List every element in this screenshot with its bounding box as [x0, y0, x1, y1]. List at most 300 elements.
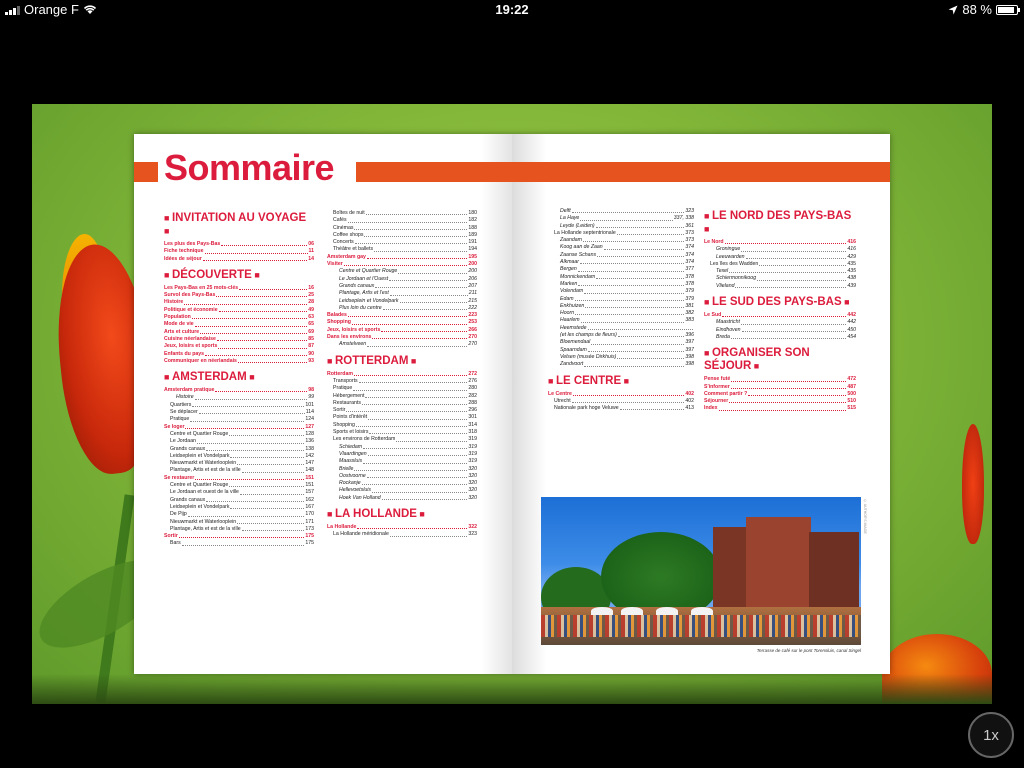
toc-entry-page: 142 — [305, 452, 314, 459]
toc-entry-label: Shopping — [327, 319, 351, 326]
toc-entry-label: Delft — [560, 208, 571, 214]
toc-leader-dots — [221, 241, 307, 246]
toc-entry-page: 147 — [305, 460, 314, 467]
toc-leader-dots — [572, 398, 685, 403]
toc-entry-label: Les environs de Rotterdam — [333, 436, 396, 443]
toc-entry-page: 320 — [468, 472, 477, 479]
toc-leader-dots — [396, 436, 467, 441]
toc-entry-page: 162 — [305, 496, 314, 503]
toc-entry-page: 318 — [468, 429, 477, 436]
toc-entry[interactable] — [327, 217, 477, 224]
toc-entry-label: Zandvoort — [560, 361, 584, 368]
toc-entry-page: 377 — [685, 266, 694, 273]
toc-leader-dots — [375, 283, 467, 288]
toc-entry[interactable] — [327, 524, 477, 531]
toc-leader-dots — [179, 533, 305, 538]
toc-entry[interactable] — [164, 394, 314, 401]
toc-section-heading: ■ LA HOLLANDE ■ — [327, 508, 477, 521]
toc-entry[interactable] — [327, 422, 477, 429]
toc-leader-dots — [578, 281, 684, 286]
toc-leader-dots — [216, 292, 307, 297]
toc-column-3 — [548, 208, 694, 418]
toc-entry-label: Schiedam — [339, 443, 363, 450]
toc-entry[interactable] — [548, 259, 694, 266]
toc-entry-label: Alkmaar — [560, 259, 580, 266]
toc-entry-page: 378 — [685, 280, 694, 287]
toc-entry-page: 99 — [308, 394, 314, 401]
toc-entry-page: 320 — [468, 465, 477, 472]
toc-leader-dots — [719, 405, 847, 410]
toc-entry[interactable] — [164, 489, 314, 496]
toc-entry[interactable] — [327, 334, 477, 341]
toc-entry-page: 98 — [308, 387, 314, 394]
toc-entry-label: Se loger — [164, 423, 185, 430]
toc-entry-label: Cafés — [333, 217, 347, 224]
toc-entry-label: Plantage, Artis et l'est — [339, 290, 389, 297]
toc-entry[interactable] — [548, 281, 694, 288]
toc-column-2 — [327, 210, 477, 545]
toc-section-heading: ■ INVITATION AU VOYAGE ■ — [164, 212, 314, 238]
toc-entry-label: Hellevoetsluis — [339, 487, 372, 494]
toc-entry[interactable] — [164, 241, 314, 248]
toc-entry-page: 280 — [468, 385, 477, 392]
toc-entry-page: 157 — [305, 489, 314, 496]
toc-entry[interactable] — [548, 398, 694, 405]
toc-entry[interactable] — [164, 453, 314, 460]
toc-entry[interactable] — [327, 429, 477, 436]
toc-entry[interactable] — [327, 378, 477, 385]
toc-entry-page: 148 — [305, 467, 314, 474]
toc-entry-label: Plus loin du centre — [339, 304, 382, 311]
toc-entry[interactable] — [548, 310, 694, 317]
toc-leader-dots — [206, 446, 304, 451]
toc-entry-page: 515 — [847, 405, 856, 412]
toc-entry[interactable] — [327, 290, 477, 297]
toc-entry[interactable] — [164, 387, 314, 394]
toc-entry[interactable] — [704, 268, 856, 275]
toc-entry[interactable] — [164, 446, 314, 453]
toc-entry-label: Centre et Quartier Rouge — [170, 430, 229, 437]
toc-entry-label: Vlieland — [716, 282, 735, 289]
toc-entry-page: 93 — [308, 357, 314, 364]
toc-leader-dots — [578, 266, 685, 271]
toc-entry-page: 510 — [847, 398, 856, 405]
toc-entry[interactable] — [164, 511, 314, 518]
toc-entry-label: Breda — [716, 333, 730, 340]
toc-leader-dots — [200, 329, 307, 334]
toc-leader-dots — [197, 438, 304, 443]
toc-leader-dots — [357, 524, 467, 529]
toc-entry[interactable] — [164, 409, 314, 416]
toc-entry[interactable] — [704, 376, 856, 383]
toc-entry[interactable] — [704, 334, 856, 341]
toc-leader-dots — [205, 351, 307, 356]
toc-entry[interactable] — [548, 317, 694, 324]
toc-entry-page: 323 — [685, 208, 694, 214]
toc-entry-label: Idées de séjour — [164, 255, 202, 262]
toc-entry-label: Le Sud — [704, 312, 722, 319]
toc-entry-page: 151 — [305, 474, 314, 481]
toc-leader-dots — [572, 208, 685, 213]
toc-leader-dots — [596, 274, 684, 279]
toc-entry[interactable] — [548, 244, 694, 251]
toc-entry-page: 288 — [468, 399, 477, 406]
toc-entry-page: 90 — [308, 350, 314, 357]
battery-percent: 88 % — [962, 2, 992, 17]
toc-leader-dots — [583, 237, 684, 242]
toc-entry[interactable] — [704, 275, 856, 282]
toc-section — [327, 210, 477, 349]
toc-entry[interactable] — [548, 325, 694, 332]
toc-entry[interactable] — [164, 307, 314, 314]
toc-entry-label: Cinémas — [333, 224, 354, 231]
toc-entry[interactable] — [548, 237, 694, 244]
toc-entry[interactable] — [327, 261, 477, 268]
toc-entry[interactable] — [548, 303, 694, 310]
toc-entry-label: S'informer — [704, 383, 730, 390]
toc-entry[interactable] — [164, 497, 314, 504]
photo-credit: © AUTHOR'S IMAGE — [863, 499, 867, 534]
toc-leader-dots — [363, 444, 467, 449]
toc-entry[interactable] — [327, 473, 477, 480]
toc-leader-dots — [381, 327, 467, 332]
toc-leader-dots — [354, 466, 467, 471]
toc-entry[interactable] — [327, 327, 477, 334]
toc-entry[interactable] — [327, 480, 477, 487]
toc-entry[interactable] — [327, 458, 477, 465]
toc-entry[interactable] — [327, 531, 477, 538]
toc-entry-label: La Hollande septentrionale — [554, 229, 616, 236]
toc-entry-page: 429 — [847, 253, 856, 260]
toc-entry[interactable] — [548, 223, 694, 230]
toc-entry[interactable] — [548, 288, 694, 295]
toc-entry-page: 206 — [468, 275, 477, 282]
toc-entry-label: Restaurants — [333, 399, 361, 406]
toc-entry-label: Histoire — [164, 299, 184, 306]
toc-entry[interactable] — [327, 487, 477, 494]
toc-entry[interactable] — [164, 343, 314, 350]
left-page[interactable] — [134, 134, 512, 674]
toc-leader-dots — [741, 319, 846, 324]
toc-entry[interactable] — [548, 339, 694, 346]
toc-entry-page: 402 — [685, 397, 694, 404]
toc-leader-dots — [389, 276, 467, 281]
toc-entry[interactable] — [548, 274, 694, 281]
toc-entry[interactable] — [327, 436, 477, 443]
toc-entry-label: Texel — [716, 268, 729, 275]
toc-leader-dots — [184, 299, 307, 304]
toc-leader-dots — [348, 217, 468, 222]
tulip-right-decoration — [962, 424, 984, 544]
toc-leader-dots — [192, 314, 307, 319]
toc-entry[interactable] — [704, 239, 856, 246]
toc-entry[interactable] — [164, 314, 314, 321]
toc-entry-label: Mode de vie — [164, 321, 194, 328]
toc-entry[interactable] — [327, 407, 477, 414]
toc-entry-page: 272 — [468, 370, 477, 377]
toc-entry-page: 200 — [468, 268, 477, 275]
toc-entry-page: 361 — [685, 222, 694, 229]
toc-leader-dots — [759, 261, 846, 266]
toc-leader-dots — [597, 252, 684, 257]
toc-entry[interactable] — [327, 451, 477, 458]
book-spread[interactable] — [134, 134, 890, 674]
toc-entry-page: 319 — [468, 450, 477, 457]
toc-entry-label: Séjourner — [704, 398, 729, 405]
toc-entry[interactable] — [327, 298, 477, 305]
toc-leader-dots — [237, 460, 304, 465]
toc-leader-dots — [367, 473, 468, 478]
toc-entry-page: 323 — [468, 531, 477, 538]
toc-entry[interactable] — [548, 266, 694, 273]
toc-entry-label: Nationale park hoge Veluwe — [554, 405, 619, 412]
toc-leader-dots — [368, 414, 467, 419]
toc-entry[interactable] — [164, 416, 314, 423]
toc-leader-dots — [588, 347, 685, 352]
toc-section-heading: ■ ORGANISER SON SÉJOUR ■ — [704, 347, 856, 373]
toc-leader-dots — [390, 290, 468, 295]
toc-entry[interactable] — [548, 296, 694, 303]
toc-entry-page: 472 — [847, 376, 856, 383]
toc-entry-page: 173 — [305, 525, 314, 532]
toc-entry-label: Les Pays-Bas en 25 mots-clés — [164, 284, 239, 291]
toc-entry-label: Jeux, loisirs et sports — [327, 326, 381, 333]
toc-entry[interactable] — [704, 405, 856, 412]
toc-entry[interactable] — [704, 398, 856, 405]
toc-entry[interactable] — [327, 341, 477, 348]
toc-entry[interactable] — [164, 504, 314, 511]
toc-entry[interactable] — [164, 329, 314, 336]
toc-entry-page: 151 — [305, 482, 314, 489]
toc-entry-label: Leidseplein et Vondelpark — [170, 452, 230, 459]
toc-entry[interactable] — [327, 371, 477, 378]
toc-entry[interactable] — [548, 405, 694, 412]
toc-entry[interactable] — [164, 540, 314, 547]
toc-entry-label: Marken — [560, 280, 578, 287]
toc-leader-dots — [746, 254, 847, 259]
toc-entry-label: Centre et Quartier Rouge — [170, 482, 229, 489]
toc-entry[interactable] — [704, 261, 856, 268]
toc-entry-page: 200 — [468, 261, 477, 268]
toc-entry-label: Volendam — [560, 288, 584, 295]
toc-leader-dots — [188, 511, 305, 516]
toc-entry[interactable] — [704, 312, 856, 319]
toc-entry-page: 301 — [468, 414, 477, 421]
toc-entry[interactable] — [704, 254, 856, 261]
toc-entry[interactable] — [327, 312, 477, 319]
toc-entry-label: Bars — [170, 540, 181, 547]
toc-entry-page: 114 — [305, 409, 314, 416]
toc-entry-page: 28 — [308, 299, 314, 306]
toc-entry[interactable] — [548, 332, 694, 339]
toc-leader-dots — [374, 246, 467, 251]
toc-entry[interactable] — [548, 361, 694, 368]
toc-entry[interactable] — [327, 246, 477, 253]
toc-entry[interactable] — [327, 393, 477, 400]
toc-entry[interactable] — [327, 400, 477, 407]
toc-entry[interactable] — [548, 208, 694, 215]
toc-entry-page: 180 — [468, 210, 477, 216]
toc-entry[interactable] — [164, 526, 314, 533]
toc-entry[interactable] — [164, 482, 314, 489]
toc-entry-label: Sports et loisirs — [333, 429, 369, 436]
toc-entry-page: 69 — [308, 328, 314, 335]
book-viewer[interactable] — [32, 104, 992, 704]
toc-entry[interactable] — [164, 460, 314, 467]
location-arrow-icon — [948, 5, 958, 15]
toc-entry-label: Grands canaux — [170, 445, 206, 452]
toc-entry[interactable] — [327, 239, 477, 246]
toc-entry-label: Brielle — [339, 465, 354, 472]
right-page[interactable] — [512, 134, 890, 674]
toc-entry[interactable] — [327, 385, 477, 392]
toc-entry[interactable] — [548, 354, 694, 361]
toc-entry-page: 454 — [847, 333, 856, 340]
toc-entry[interactable] — [327, 414, 477, 421]
toc-entry[interactable] — [164, 351, 314, 358]
toc-entry[interactable] — [164, 402, 314, 409]
toc-entry-label: Visiter — [327, 261, 343, 268]
toc-entry[interactable] — [164, 285, 314, 292]
toc-entry[interactable] — [327, 444, 477, 451]
toc-entry[interactable] — [327, 232, 477, 239]
page-title: Sommaire — [164, 147, 335, 188]
toc-entry-page: 16 — [308, 284, 314, 291]
toc-entry[interactable] — [704, 283, 856, 290]
toc-leader-dots — [729, 268, 846, 273]
toc-entry[interactable] — [164, 358, 314, 365]
toc-leader-dots — [239, 285, 307, 290]
toc-entry-page: 450 — [847, 326, 856, 333]
toc-entry-page: 416 — [847, 239, 856, 245]
toc-entry-page: 337, 338 — [673, 215, 694, 222]
toc-entry[interactable] — [164, 519, 314, 526]
toc-entry[interactable] — [164, 336, 314, 343]
toc-leader-dots — [618, 332, 685, 337]
toc-leader-dots — [584, 361, 684, 366]
toc-leader-dots — [757, 275, 846, 280]
toc-entry[interactable] — [327, 254, 477, 261]
toc-entry[interactable] — [548, 252, 694, 259]
toc-entry[interactable] — [164, 256, 314, 263]
toc-leader-dots — [229, 431, 304, 436]
toc-entry[interactable] — [164, 292, 314, 299]
toc-section-heading: ■ ROTTERDAM ■ — [327, 355, 477, 368]
toc-entry-label: La Hollande — [327, 523, 357, 530]
toc-entry-page: 374 — [685, 251, 694, 258]
toc-entry[interactable] — [704, 391, 856, 398]
toc-entry-label: Amsterdam gay — [327, 253, 366, 260]
toc-entry[interactable] — [327, 225, 477, 232]
toc-entry[interactable] — [548, 347, 694, 354]
toc-leader-dots — [206, 497, 304, 502]
toc-leader-dots — [229, 482, 304, 487]
toc-entry-label: Concerts — [333, 239, 354, 246]
toc-entry[interactable] — [327, 210, 477, 217]
toc-entry[interactable] — [704, 384, 856, 391]
toc-entry-label: Bergen — [560, 266, 577, 273]
toc-entry[interactable] — [548, 391, 694, 398]
toc-leader-dots — [190, 416, 304, 421]
toc-entry-page: 320 — [468, 480, 477, 487]
toc-column-4 — [704, 208, 856, 419]
toc-entry-page: 191 — [468, 239, 477, 246]
toc-leader-dots — [362, 480, 468, 485]
toc-entry[interactable] — [164, 475, 314, 482]
toc-leader-dots — [242, 526, 305, 531]
toc-entry[interactable] — [327, 495, 477, 502]
toc-entry-page: 374 — [685, 259, 694, 266]
toc-entry-page: 319 — [468, 458, 477, 465]
toc-leader-dots — [230, 504, 304, 509]
toc-entry[interactable] — [327, 466, 477, 473]
toc-entry-label: Pense futé — [704, 376, 731, 383]
toc-leader-dots — [217, 336, 307, 341]
toc-leader-dots — [742, 327, 847, 332]
toc-leader-dots — [354, 225, 467, 230]
toc-entry-label: Velsen (musée Dirkhuis) — [560, 353, 617, 360]
toc-entry[interactable] — [327, 268, 477, 275]
toc-leader-dots — [617, 354, 684, 359]
toc-entry-label: De Pijp — [170, 511, 187, 518]
photo-umbrella — [621, 607, 643, 615]
toc-entry-label: Coffee shops — [333, 231, 364, 238]
toc-entry[interactable] — [164, 438, 314, 445]
toc-entry-label: Index — [704, 405, 718, 412]
toc-entry[interactable] — [164, 467, 314, 474]
background-shadow — [32, 674, 992, 704]
zoom-button[interactable]: 1x — [968, 712, 1014, 758]
toc-entry[interactable] — [327, 319, 477, 326]
toc-entry-page: 11 — [308, 248, 314, 255]
toc-entry[interactable] — [327, 305, 477, 312]
toc-entry[interactable] — [548, 230, 694, 237]
toc-leader-dots — [218, 343, 307, 348]
toc-entry-label: Les plus des Pays-Bas — [164, 241, 221, 247]
toc-entry[interactable] — [164, 321, 314, 328]
toc-entry-page: 320 — [468, 494, 477, 501]
toc-entry[interactable] — [327, 276, 477, 283]
toc-entry[interactable] — [704, 327, 856, 334]
toc-entry-label: Hébergement — [333, 392, 365, 399]
toc-section-heading: ■ DÉCOUVERTE ■ — [164, 269, 314, 282]
toc-entry[interactable] — [164, 248, 314, 255]
toc-entry-label: Centre et Quartier Rouge — [339, 268, 398, 275]
toc-entry-page: 182 — [468, 217, 477, 224]
toc-entry-page: 398 — [685, 361, 694, 368]
toc-entry-label: Survol des Pays-Bas — [164, 292, 216, 299]
toc-entry-page: 398 — [685, 353, 694, 360]
toc-entry[interactable] — [704, 319, 856, 326]
toc-entry-label: Sortir — [333, 407, 346, 414]
toc-entry-page: 402 — [685, 390, 694, 397]
toc-leader-dots — [390, 531, 467, 536]
toc-leader-dots — [195, 394, 308, 399]
toc-entry-label: Plantage, Artis et est de la ville — [170, 525, 241, 532]
toc-entry[interactable] — [164, 299, 314, 306]
toc-leader-dots — [355, 239, 468, 244]
toc-entry[interactable] — [164, 431, 314, 438]
toc-entry-page: 266 — [468, 326, 477, 333]
toc-entry-label: Leidseplein et Vondelpark — [170, 503, 230, 510]
toc-entry[interactable] — [164, 424, 314, 431]
toc-entry[interactable] — [327, 283, 477, 290]
toc-entry[interactable] — [164, 533, 314, 540]
toc-leader-dots — [722, 312, 846, 317]
toc-entry-label: Cuisine néerlandaise — [164, 335, 216, 342]
toc-entry[interactable] — [548, 215, 694, 222]
toc-entry[interactable] — [704, 246, 856, 253]
